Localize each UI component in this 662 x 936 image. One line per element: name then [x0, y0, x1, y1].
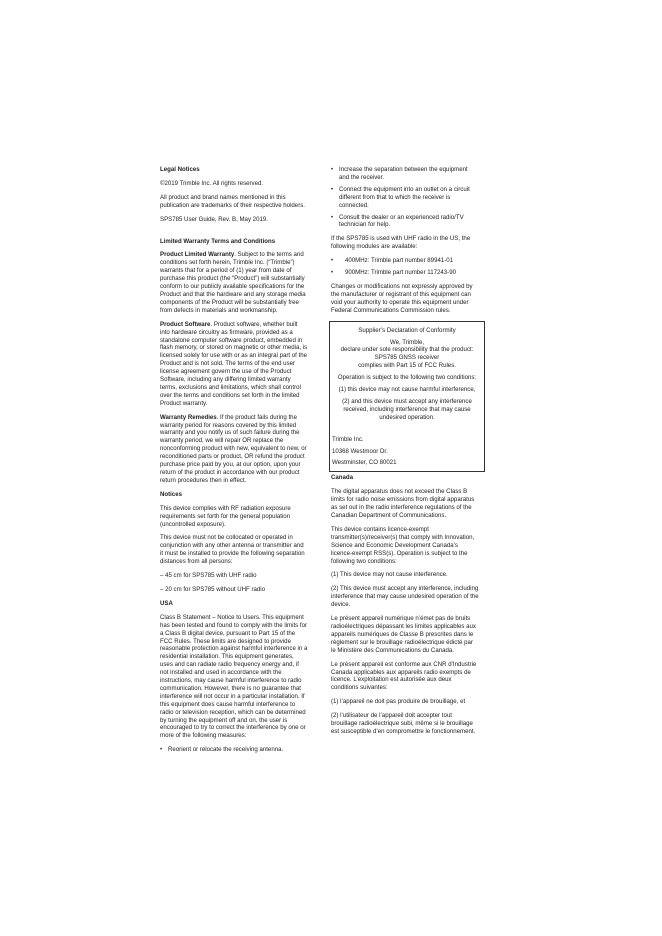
- warranty-remedies-term: Warranty Remedies: [160, 413, 217, 421]
- canada-licence-exempt-text: This device contains licence-exempt transmitter(s)/receiver(s) that comply with Innovation, Science and Economic Development Canada’s licence-exempt RSS(s). Operation is subject to the following two conditions:: [331, 525, 475, 565]
- product-software-text: . Product software, whether built into hardware circuitry as firmware, provided as a standalone computer software product, embedded in flash memory, or stored on magnetic or other media, is licensed solely for use with or as an integral part of the Product and is not sold. The terms of the end user license agreement govern the use of the Product Software, including any differing limited warranty terms, exclusions and limitations, which shall control over the terms and conditions set forth in the limited Product warranty.: [160, 320, 308, 407]
- declaration-product: SPS785 GNSS receiver: [374, 354, 440, 362]
- changes-warning: Changes or modifications not expressly approved by the manufacturer or registrant of this equipment can void your authority to operate this equipment under Federal Communications Commission rules.: [331, 282, 473, 314]
- canada-condition-2: (2) This device must accept any interference, including interference that may cause undesired operation of the device.: [331, 585, 479, 609]
- notices-heading: Notices: [160, 490, 183, 498]
- copyright-text: ©2019 Trimble Inc. All rights reserved.: [160, 179, 264, 187]
- trademarks-text: All product and brand names mentioned in this publication are trademarks of their respective holders.: [160, 193, 305, 209]
- declaration-address-2: Westminster, CO 80021: [332, 459, 397, 467]
- french-licence-exempt-text: Le présent appareil est conforme aux CNR d’Industrie Canada applicables aux appareils radio exempts de licence. L’exploitation est autorisée aux deux conditions suivantes:: [331, 660, 477, 692]
- declaration-condition-1: (1) this device may not cause harmful interference,: [338, 386, 476, 394]
- legal-notices-heading: Legal Notices: [160, 166, 200, 173]
- module-item: • 900MHz: Trimble part number 117243-90: [331, 269, 479, 277]
- class-b-statement: Class B Statement – Notice to Users. This equipment has been tested and found to comply with the limits for a Class B digital device, pursuant to Part 15 of the FCC Rules. These limits are designed to provide reasonable protection against harmful interference in a residential installation. This equipment generates, uses and can radiate radio frequency energy and, if not installed and used in accordance with the instructions, may cause harmful interference to radio communication. However, there is no guarantee that interference will not occur in a particular installation. If this equipment does cause harmful interference to radio or television reception, which can be determined by turning the equipment off and on, the user is encouraged to try to correct the interference by one or more of the following measures:: [160, 613, 308, 740]
- warranty-heading: Limited Warranty Terms and Conditions: [160, 237, 276, 245]
- declaration-operation: Operation is subject to the following two conditions:: [337, 374, 477, 382]
- measures-list-continued: [331, 166, 479, 229]
- canada-heading: Canada: [331, 474, 354, 482]
- module-item: • 400MHz: Trimble part number 89941-01: [331, 257, 479, 265]
- declaration-condition-2: (2) and this device must accept any interference received, including interference that may cause undesired operation.: [342, 397, 472, 421]
- product-limited-warranty-text: . Subject to the terms and conditions set forth herein, Trimble Inc. (“Trimble”) warrants that for a period of (1) year from date of purchase this product (the “Product”) will substantially conform to our publicly available specifications for the Product and that the hardware and any storage media components of the Product will be substantially free from defects in materials and workmanship.: [160, 251, 306, 314]
- declaration-of-conformity-box: [329, 321, 485, 473]
- product-limited-warranty-term: Product Limited Warranty: [160, 251, 235, 259]
- right-column: [331, 166, 479, 742]
- measure-item: • Connect the equipment into an outlet on a circuit different from that to which the receiver is connected.: [331, 186, 479, 210]
- declaration-we: We, Trimble,: [389, 338, 425, 346]
- uhf-modules-list: [331, 257, 479, 277]
- french-condition-2: (2) l’utilisateur de l’appareil doit accepter tout brouillage radioélectrique subi, même si le brouillage est susceptible d’en compromettre le fonctionnement.: [331, 712, 476, 735]
- french-condition-1: (1) l’appareil ne doit pas produire de brouillage, et: [331, 698, 466, 706]
- left-column: [160, 166, 308, 760]
- product-limited-warranty-paragraph: [160, 251, 308, 314]
- warranty-remedies-paragraph: [160, 414, 308, 485]
- guide-revision-text: SPS785 User Guide, Rev. B, May 2019.: [160, 215, 268, 223]
- warranty-remedies-text: . If the product fails during the warranty period for reasons covered by this limited warranty and you notify us of such failure during the warranty period, we will repair OR replace the nonconforming product with new, equivalent to new, or reconditioned parts or product, OR refund the product purchase price paid by you, at our option, upon your return of the product in accordance with our product return procedures then in effect.: [160, 413, 307, 484]
- measure-item: • Consult the dealer or an experienced radio/TV technician for help.: [331, 214, 479, 230]
- product-software-paragraph: [160, 321, 308, 408]
- distance-without-uhf: – 20 cm for SPS785 without UHF radio: [160, 585, 265, 593]
- measure-item: • Reorient or relocate the receiving antenna.: [160, 746, 308, 754]
- declaration-title: Supplier’s Declaration of Conformity: [358, 326, 456, 334]
- canada-condition-1: (1) This device may not cause interference.: [331, 571, 448, 579]
- measures-list: [160, 746, 308, 754]
- uhf-modules-intro: If the SPS785 is used with UHF radio in the US, the following modules are available:: [331, 235, 471, 251]
- french-class-b-text: Le présent appareil numérique n’émet pas de bruits radioélectriques dépassant les limites applicables aux appareils numériques de Classe B prescrites dans le règlement sur le brouillage radioélectrique édicté par le Ministère des Communications du Canada.: [331, 615, 476, 654]
- rf-exposure-text: This device complies with RF radiation exposure requirements set forth for the general population (uncontrolled exposure).: [160, 504, 291, 528]
- declaration-complies: complies with Part 15 of FCC Rules.: [358, 362, 456, 370]
- product-software-term: Product Software: [160, 320, 211, 328]
- usa-heading: USA: [160, 599, 173, 607]
- declaration-statement: declare under sole responsibility that the product:: [340, 346, 474, 354]
- collocation-text: This device must not be collocated or operated in conjunction with any other antenna or transmitter and it must be installed to provide the following separation distances from all persons:: [160, 534, 305, 566]
- distance-with-uhf: – 45 cm for SPS785 with UHF radio: [160, 572, 257, 580]
- measure-item: • Increase the separation between the equipment and the receiver.: [331, 166, 479, 182]
- canada-class-b-text: The digital apparatus does not exceed the Class B limits for radio noise emissions from digital apparatus as set out in the radio interference regulations of the Canadian Department of Communications.: [331, 488, 475, 519]
- declaration-address-1: 10368 Westmoor Dr.: [332, 447, 388, 455]
- declaration-company: Trimble Inc.: [332, 435, 364, 443]
